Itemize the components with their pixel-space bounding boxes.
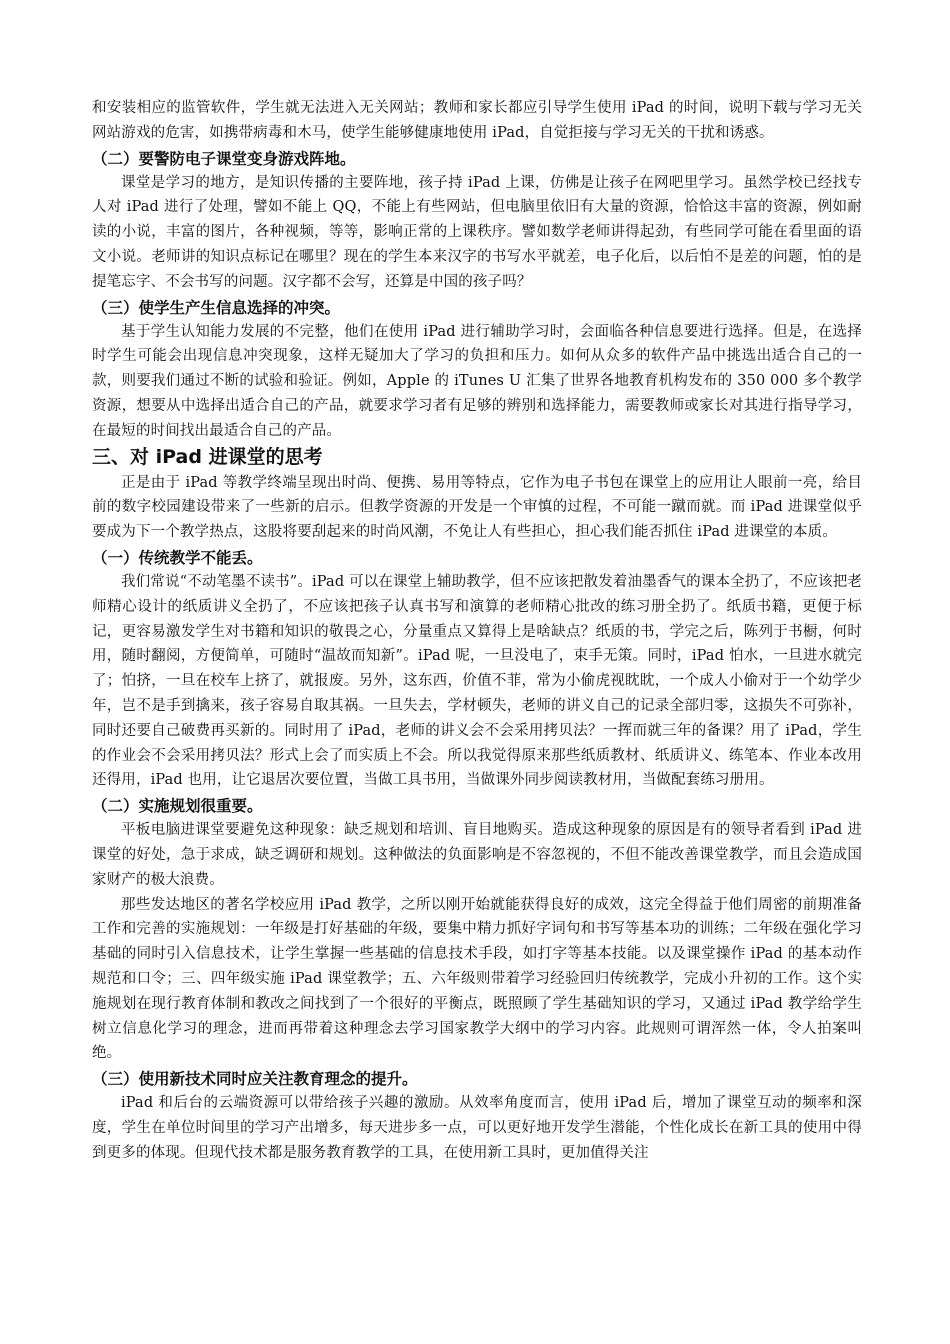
paragraph-intro: 和安装相应的监管软件，学生就无法进入无关网站；教师和家长都应引导学生使用 iPad 的时间，说明下载与学习无关网站游戏的危害，如携带病毒和木马，使学生能够健康地使用 iPad，自觉拒接与学习无关的干扰和诱惑。 (92, 100, 862, 141)
section-heading-3: 三、对 iPad 进课堂的思考 (92, 445, 323, 468)
heading-2-2: （二）要警防电子课堂变身游戏阵地。 (92, 149, 356, 168)
heading-3-1: （一）传统教学不能丢。 (92, 548, 263, 567)
paragraph-3: 正是由于 iPad 等教学终端呈现出时尚、便携、易用等特点，它作为电子书包在课堂上的应用让人眼前一亮，给目前的数字校园建设带来了一些新的启示。但教学资源的开发是一个审慎的过程，不可能一蹴而就。而 iPad 进课堂似乎要成为下一个教学热点，这股将要刮起来的时尚风潮，不免让人有些担心，担心我们能否抓住 iPad 进课堂的本质。 (92, 474, 862, 541)
paragraph-3-1: 我们常说“不动笔墨不读书”。iPad 可以在课堂上辅助教学，但不应该把散发着油墨香气的课本全扔了，不应该把老师精心设计的纸质讲义全扔了，不应该把孩子认真书写和演算的老师精心批改的练习册全扔了。纸质书籍，更便于标记，更容易激发学生对书籍和知识的敬畏之心，分量重点又算得上是啥缺点？纸质的书，学完之后，陈列于书橱，何时用，随时翻阅，方便简单，可随时“温故而知新”。iPad 呢，一旦没电了，束手无策。同时，iPad 怕水，一旦进水就完了；怕挤，一旦在校车上挤了，就报废。另外，这东西，价值不菲，常为小偷虎视眈眈，一个成人小偷对于一个幼学少年，岂不是手到擒来，孩子容易自取其祸。一旦失去，学材顿失，老师的讲义自己的记录全部归零，这损失不可弥补，同时还要自己破费再买新的。同时用了 iPad，老师的讲义会不会采用拷贝法？一挥而就三年的备课？用了 iPad，学生的作业会不会采用拷贝法？形式上会了而实质上不会。所以我觉得原来那些纸质教材、纸质讲义、练笔本、作业本改用还得用，iPad 也用，让它退居次要位置，当做工具书用，当做课外同步阅读教材用，当做配套练习册用。 (92, 573, 862, 789)
heading-3-3: （三）使用新技术同时应关注教育理念的提升。 (92, 1070, 418, 1089)
document-page (92, 96, 862, 1165)
paragraph-3-3: iPad 和后台的云端资源可以带给孩子兴趣的激励。从效率角度而言，使用 iPad 后，增加了课堂互动的频率和深度，学生在单位时间里的学习产出增多，每天进步多一点，可以更好地开发学生潜能，个性化成长在新工具的使用中得到更多的体现。但现代技术都是服务教育教学的工具，在使用新工具时，更加值得关注 (92, 1095, 862, 1161)
heading-3-2: （二）实施规划很重要。 (92, 797, 263, 816)
paragraph-2-2: 课堂是学习的地方，是知识传播的主要阵地，孩子持 iPad 上课，仿佛是让孩子在网吧里学习。虽然学校已经找专人对 iPad 进行了处理，譬如不能上 QQ，不能上有些网站，但电脑里依旧有大量的资源，恰恰这丰富的资源，例如耐读的小说，丰富的图片，各种视频，等等，影响正常的上课秩序。譬如数学老师讲得起劲，有些同学可能在看里面的语文小说。老师讲的知识点标记在哪里？现在的学生本来汉字的书写水平就差，电子化后，以后怕不是差的问题，怕的是提笔忘字、不会书写的问题。汉字都不会写，还算是中国的孩子吗？ (92, 174, 862, 290)
paragraph-3-2a: 平板电脑进课堂要避免这种现象：缺乏规划和培训、盲目地购买。造成这种现象的原因是有的领导者看到 iPad 进课堂的好处，急于求成，缺乏调研和规划。这种做法的负面影响是不容忽视的，不但不能改善课堂教学，而且会造成国家财产的极大浪费。 (92, 822, 862, 888)
paragraph-2-3: 基于学生认知能力发展的不完整，他们在使用 iPad 进行辅助学习时，会面临各种信息要进行选择。但是，在选择时学生可能会出现信息冲突现象，这样无疑加大了学习的负担和压力。如何从众多的软件产品中挑选出适合自己的一款，则要我们通过不断的试验和验证。例如，Apple 的 iTunes U 汇集了世界各地教育机构发布的 350 000 多个教学资源，想要从中选择出适合自己的产品，就要求学习者有足够的辨别和选择能力，需要教师或家长对其进行指导学习，在最短的时间找出最适合自己的产品。 (92, 323, 862, 439)
heading-2-3: （三）使学生产生信息选择的冲突。 (92, 298, 341, 317)
paragraph-3-2b: 那些发达地区的著名学校应用 iPad 教学，之所以刚开始就能获得良好的成效，这完全得益于他们周密的前期准备工作和完善的实施规划：一年级是打好基础的年级，要集中精力抓好字词句和书写等基本功的训练；二年级在强化学习基础的同时引入信息技术，让学生掌握一些基础的信息技术手段，如打字等基本技能。以及课堂操作 iPad 的基本动作规范和口令；三、四年级实施 iPad 课堂教学；五、六年级则带着学习经验回归传统教学，完成小升初的工作。这个实施规划在现行教育体制和教改之间找到了一个很好的平衡点，既照顾了学生基础知识的学习，又通过 iPad 教学给学生树立信息化学习的理念，进而再带着这种理念去学习国家教学大纲中的学习内容。此规则可谓浑然一体，令人拍案叫绝。 (92, 896, 862, 1062)
